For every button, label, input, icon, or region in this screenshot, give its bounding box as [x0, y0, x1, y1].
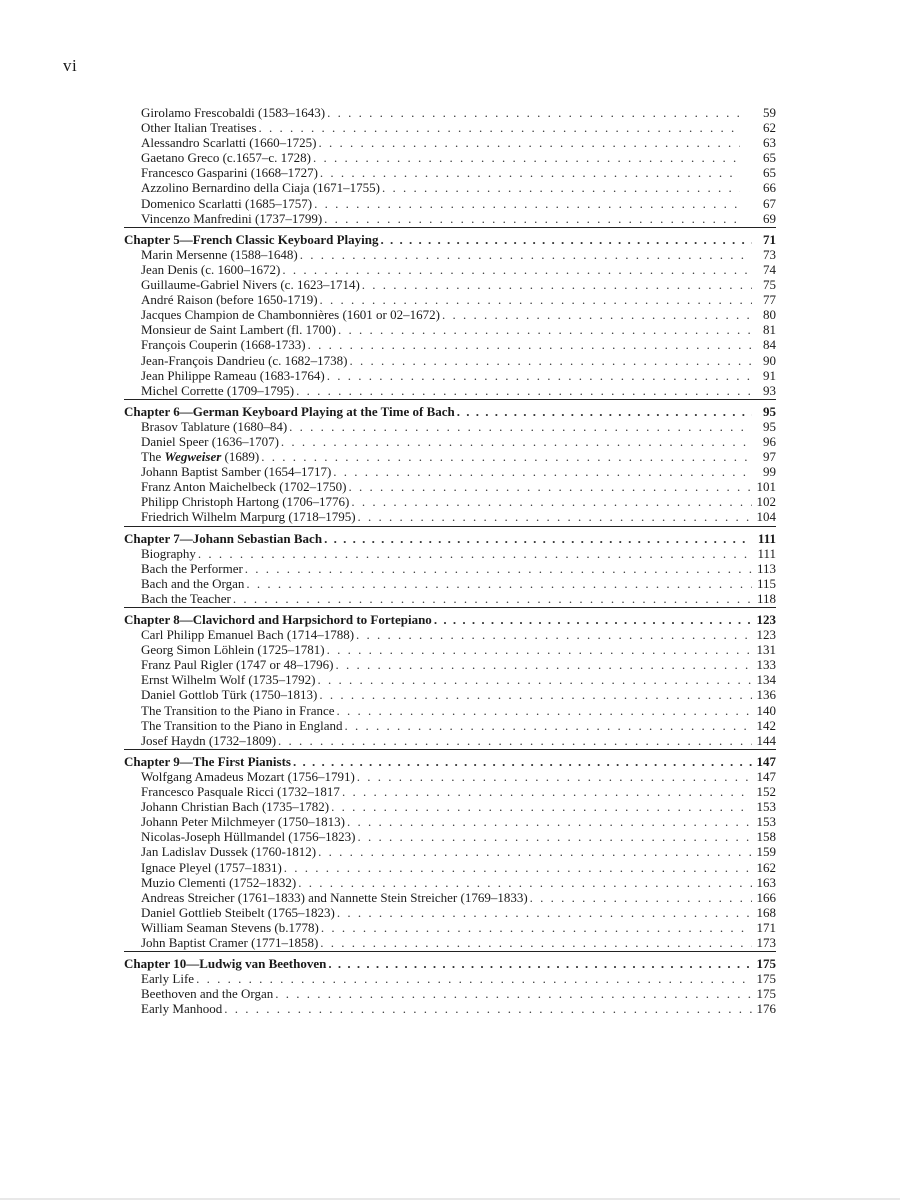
toc-entry — [124, 449, 776, 464]
dot-leader — [300, 247, 752, 262]
toc-entry — [124, 672, 776, 687]
entry-title: Jean Philippe Rameau (1683-1764) — [141, 367, 325, 383]
entry-page: 113 — [756, 560, 776, 576]
toc-entry — [124, 986, 776, 1001]
toc-entry — [124, 150, 776, 165]
dot-leader — [318, 672, 752, 687]
entry-title: Girolamo Frescobaldi (1583–1643) — [141, 105, 326, 120]
dot-leader — [350, 353, 753, 368]
dot-leader — [357, 769, 752, 784]
toc-entry — [124, 165, 776, 180]
entry-page: 144 — [756, 732, 776, 748]
chapter-page: 123 — [756, 612, 776, 627]
dot-leader — [198, 546, 752, 561]
toc-section — [124, 531, 776, 608]
entry-title: Bach the Teacher — [141, 590, 231, 606]
entry-title: Johann Peter Milchmeyer (1750–1813) — [141, 814, 345, 830]
toc-entry — [124, 890, 776, 905]
entry-page: 101 — [756, 479, 776, 495]
entry-page: 173 — [756, 934, 776, 950]
entry-title: Josef Haydn (1732–1809) — [141, 732, 277, 748]
entry-title: François Couperin (1668-1733) — [141, 337, 306, 353]
toc-section — [124, 612, 776, 750]
entry-title: Muzio Clementi (1752–1832) — [141, 874, 297, 890]
entry-title: Jean Denis (c. 1600–1672) — [141, 261, 281, 277]
dot-leader — [335, 657, 752, 672]
entry-page: 99 — [763, 464, 776, 480]
toc-entry — [124, 657, 776, 672]
table-of-contents — [124, 105, 776, 1021]
dot-leader — [318, 844, 752, 859]
toc-entry — [124, 105, 776, 120]
toc-entry — [124, 905, 776, 920]
toc-entry — [124, 591, 776, 606]
page-number: vi — [63, 56, 78, 75]
entry-page: 147 — [756, 768, 776, 784]
entry-title: Francesco Pasquale Ricci (1732–1817 — [141, 784, 340, 800]
toc-entry — [124, 576, 776, 591]
toc-entry — [124, 307, 776, 322]
dot-leader — [282, 262, 752, 277]
dot-leader — [259, 120, 740, 135]
dot-leader — [275, 986, 752, 1001]
chapter-title: Chapter 8—Clavichord and Harpsichord to Fortepiano — [124, 612, 432, 627]
entry-page: 176 — [756, 1001, 776, 1017]
chapter-title: Chapter 7—Johann Sebastian Bach — [124, 530, 323, 546]
toc-entry — [124, 353, 776, 368]
dot-leader — [289, 419, 752, 434]
dot-leader — [358, 509, 752, 524]
entry-title-prefix: The — [141, 449, 165, 465]
dot-leader — [327, 642, 752, 657]
entry-page: 136 — [756, 687, 776, 703]
entry-title: Azzolino Bernardino della Ciaja (1671–1755) — [141, 180, 380, 196]
entry-page: 63 — [763, 135, 776, 151]
dot-leader — [530, 890, 752, 905]
toc-entry — [124, 479, 776, 494]
dot-leader — [442, 307, 752, 322]
entry-page: 123 — [756, 627, 776, 643]
chapter-title: Chapter 5—French Classic Keyboard Playing — [124, 231, 379, 247]
dot-leader — [281, 434, 752, 449]
dot-leader — [342, 784, 752, 799]
dot-leader — [434, 612, 752, 627]
entry-title — [141, 449, 259, 464]
toc-entry — [124, 383, 776, 398]
dot-leader — [351, 494, 752, 509]
dot-leader — [331, 799, 752, 814]
toc-entry — [124, 247, 776, 262]
toc-section — [124, 105, 776, 228]
dot-leader — [245, 561, 752, 576]
dot-leader — [333, 464, 752, 479]
entry-title: Johann Christian Bach (1735–1782) — [141, 799, 330, 815]
toc-entry — [124, 814, 776, 829]
chapter-page: 147 — [756, 753, 776, 769]
entry-title: Andreas Streicher (1761–1833) and Nannette Stein Streicher (1769–1833) — [141, 889, 528, 905]
entry-title: Carl Philipp Emanuel Bach (1714–1788) — [141, 627, 355, 643]
entry-page: 115 — [756, 575, 776, 591]
entry-page: 96 — [763, 433, 776, 449]
chapter-title: Chapter 6—German Keyboard Playing at the Time of Bach — [124, 403, 455, 419]
toc-entry — [124, 419, 776, 434]
toc-entry — [124, 844, 776, 859]
entry-title: The Transition to the Piano in England — [141, 717, 343, 733]
toc-entry — [124, 322, 776, 337]
dot-leader — [196, 971, 752, 986]
entry-page: 93 — [763, 382, 776, 398]
toc-entry — [124, 135, 776, 150]
dot-leader — [318, 135, 740, 150]
toc-entry — [124, 211, 776, 226]
toc-entry — [124, 687, 776, 702]
entry-page: 175 — [756, 986, 776, 1002]
entry-page: 104 — [756, 509, 776, 525]
entry-page: 69 — [763, 210, 776, 226]
dot-leader — [321, 920, 752, 935]
entry-page: 84 — [763, 337, 776, 353]
entry-title: Bach and the Organ — [141, 575, 245, 591]
dot-leader — [457, 404, 752, 419]
entry-title: William Seaman Stevens (b.1778) — [141, 919, 319, 935]
dot-leader — [324, 211, 740, 226]
dot-leader — [246, 576, 752, 591]
chapter-heading — [124, 612, 776, 627]
toc-entry — [124, 180, 776, 195]
entry-title: Georg Simon Löhlein (1725–1781) — [141, 642, 325, 658]
dot-leader — [320, 165, 740, 180]
chapter-heading — [124, 956, 776, 971]
toc-entry — [124, 494, 776, 509]
toc-entry — [124, 277, 776, 292]
entry-page: 75 — [763, 277, 776, 293]
toc-entry — [124, 120, 776, 135]
entry-title: Daniel Gottlob Türk (1750–1813) — [141, 687, 318, 703]
toc-section — [124, 404, 776, 527]
dot-leader — [313, 150, 740, 165]
entry-page: 159 — [756, 844, 776, 860]
entry-page: 65 — [763, 150, 776, 166]
chapter-heading — [124, 531, 776, 546]
entry-page: 153 — [756, 799, 776, 815]
entry-page: 142 — [756, 717, 776, 733]
dot-leader — [284, 860, 752, 875]
entry-page: 97 — [763, 449, 776, 465]
entry-page: 118 — [756, 590, 776, 606]
dot-leader — [319, 687, 752, 702]
toc-entry — [124, 464, 776, 479]
toc-entry — [124, 509, 776, 524]
entry-page: 131 — [756, 642, 776, 658]
toc-entry — [124, 829, 776, 844]
toc-entry — [124, 784, 776, 799]
toc-entry — [124, 561, 776, 576]
toc-entry — [124, 434, 776, 449]
toc-entry — [124, 920, 776, 935]
dot-leader — [345, 718, 753, 733]
chapter-page: 175 — [756, 956, 776, 972]
entry-title: Guillaume-Gabriel Nivers (c. 1623–1714) — [141, 277, 360, 293]
entry-title: Ernst Wilhelm Wolf (1735–1792) — [141, 672, 316, 688]
toc-entry — [124, 733, 776, 748]
toc-entry — [124, 769, 776, 784]
dot-leader — [357, 829, 752, 844]
entry-title: Brasov Tablature (1680–84) — [141, 418, 288, 434]
toc-entry — [124, 642, 776, 657]
entry-title: Nicolas-Joseph Hüllmandel (1756–1823) — [141, 829, 356, 845]
toc-entry — [124, 718, 776, 733]
entry-page: 80 — [763, 307, 776, 323]
entry-title: Franz Paul Rigler (1747 or 48–1796) — [141, 657, 334, 673]
dot-leader — [328, 956, 752, 971]
entry-title: Michel Corrette (1709–1795) — [141, 382, 295, 398]
entry-page: 59 — [763, 105, 776, 120]
entry-page: 73 — [763, 246, 776, 262]
dot-leader — [324, 531, 752, 546]
toc-entry — [124, 1001, 776, 1016]
entry-title-suffix: (1689) — [221, 449, 260, 465]
entry-page: 66 — [763, 180, 776, 196]
entry-title: Gaetano Greco (c.1657–c. 1728) — [141, 150, 312, 166]
entry-title: Daniel Speer (1636–1707) — [141, 433, 279, 449]
dot-leader — [278, 733, 752, 748]
toc-entry — [124, 860, 776, 875]
dot-leader — [233, 591, 752, 606]
entry-title-emphasis: Wegweiser — [164, 449, 222, 465]
entry-title: Other Italian Treatises — [141, 120, 257, 136]
entry-title: André Raison (before 1650-1719) — [141, 292, 318, 308]
entry-title: The Transition to the Piano in France — [141, 702, 335, 718]
entry-page: 158 — [756, 829, 776, 845]
entry-page: 102 — [756, 494, 776, 510]
dot-leader — [261, 449, 752, 464]
chapter-title: Chapter 9—The First Pianists — [124, 753, 291, 769]
entry-title: Philipp Christoph Hartong (1706–1776) — [141, 494, 350, 510]
toc-entry — [124, 799, 776, 814]
entry-title: Jacques Champion de Chambonnières (1601 or 02–1672) — [141, 307, 440, 323]
entry-title: Bach the Performer — [141, 560, 243, 576]
chapter-heading — [124, 404, 776, 419]
entry-page: 134 — [756, 672, 776, 688]
dot-leader — [337, 703, 752, 718]
entry-title: Jan Ladislav Dussek (1760-1812) — [141, 844, 317, 860]
entry-title: Domenico Scarlatti (1685–1757) — [141, 195, 313, 211]
entry-title: Francesco Gasparini (1668–1727) — [141, 165, 318, 181]
entry-page: 67 — [763, 195, 776, 211]
dot-leader — [320, 935, 752, 950]
entry-page: 166 — [756, 889, 776, 905]
dot-leader — [320, 292, 752, 307]
toc-entry — [124, 262, 776, 277]
toc-entry — [124, 875, 776, 890]
entry-title: Friedrich Wilhelm Marpurg (1718–1795) — [141, 509, 356, 525]
entry-title: Jean-François Dandrieu (c. 1682–1738) — [141, 352, 348, 368]
entry-page: 90 — [763, 352, 776, 368]
entry-page: 168 — [756, 904, 776, 920]
chapter-page: 71 — [763, 231, 776, 247]
toc-entry — [124, 971, 776, 986]
toc-entry — [124, 337, 776, 352]
entry-page: 175 — [756, 971, 776, 987]
dot-leader — [380, 232, 752, 247]
entry-title: Franz Anton Maichelbeck (1702–1750) — [141, 479, 347, 495]
entry-page: 163 — [756, 874, 776, 890]
entry-title: John Baptist Cramer (1771–1858) — [141, 934, 319, 950]
entry-page: 65 — [763, 165, 776, 181]
entry-page: 133 — [756, 657, 776, 673]
toc-entry — [124, 292, 776, 307]
entry-page: 171 — [756, 919, 776, 935]
toc-section — [124, 232, 776, 400]
dot-leader — [296, 383, 752, 398]
entry-page: 95 — [763, 418, 776, 434]
entry-page: 152 — [756, 784, 776, 800]
chapter-page: 95 — [763, 403, 776, 419]
dot-leader — [356, 627, 752, 642]
entry-title: Vincenzo Manfredini (1737–1799) — [141, 210, 323, 226]
entry-page: 74 — [763, 261, 776, 277]
entry-title: Johann Baptist Samber (1654–1717) — [141, 464, 332, 480]
toc-entry — [124, 196, 776, 211]
entry-title: Ignace Pleyel (1757–1831) — [141, 859, 282, 875]
entry-page: 140 — [756, 702, 776, 718]
chapter-heading — [124, 232, 776, 247]
entry-page: 81 — [763, 322, 776, 338]
dot-leader — [327, 368, 752, 383]
chapter-title: Chapter 10—Ludwig van Beethoven — [124, 956, 327, 972]
toc-section — [124, 754, 776, 952]
dot-leader — [314, 196, 740, 211]
dot-leader — [293, 754, 752, 769]
dot-leader — [298, 875, 752, 890]
toc-entry — [124, 546, 776, 561]
chapter-page: 111 — [757, 530, 776, 546]
entry-page: 62 — [763, 120, 776, 136]
entry-page: 111 — [757, 545, 776, 561]
toc-entry — [124, 703, 776, 718]
dot-leader — [347, 814, 752, 829]
entry-page: 153 — [756, 814, 776, 830]
entry-title: Early Manhood — [141, 1001, 223, 1017]
dot-leader — [224, 1001, 752, 1016]
dot-leader — [338, 322, 752, 337]
entry-title: Early Life — [141, 971, 195, 987]
entry-title: Biography — [141, 545, 196, 561]
entry-page: 91 — [763, 367, 776, 383]
entry-title: Wolfgang Amadeus Mozart (1756–1791) — [141, 768, 355, 784]
entry-title: Alessandro Scarlatti (1660–1725) — [141, 135, 317, 151]
dot-leader — [348, 479, 752, 494]
dot-leader — [308, 337, 752, 352]
dot-leader — [327, 105, 740, 120]
dot-leader — [382, 180, 740, 195]
entry-title: Daniel Gottlieb Steibelt (1765–1823) — [141, 904, 335, 920]
toc-entry — [124, 368, 776, 383]
entry-title: Monsieur de Saint Lambert (fl. 1700) — [141, 322, 336, 338]
entry-page: 77 — [763, 292, 776, 308]
entry-title: Beethoven and the Organ — [141, 986, 274, 1002]
dot-leader — [362, 277, 752, 292]
toc-entry — [124, 935, 776, 950]
entry-title: Marin Mersenne (1588–1648) — [141, 246, 298, 262]
toc-entry — [124, 627, 776, 642]
entry-page: 162 — [756, 859, 776, 875]
toc-section — [124, 956, 776, 1017]
chapter-heading — [124, 754, 776, 769]
dot-leader — [337, 905, 752, 920]
